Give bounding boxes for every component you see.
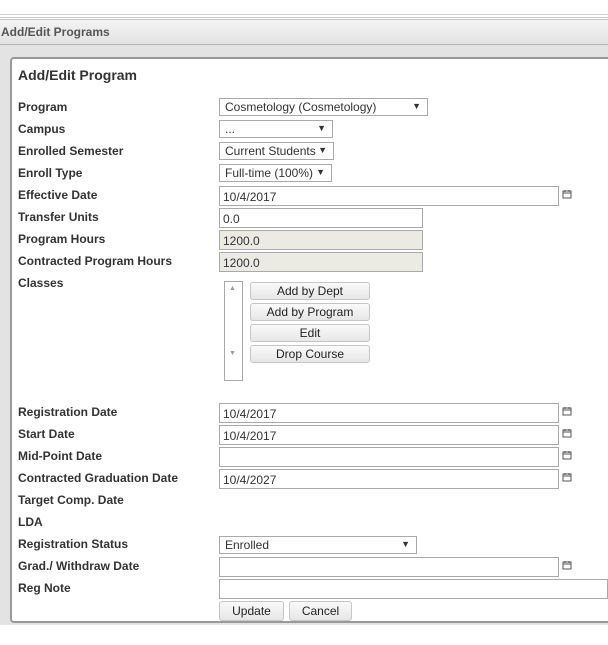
top-divider bbox=[0, 17, 608, 18]
enroll-type-select-value: Full-time (100%) bbox=[225, 166, 314, 180]
start-date-input[interactable]: 10/4/2017 bbox=[219, 425, 559, 445]
mid-point-date-input[interactable] bbox=[219, 447, 559, 467]
drop-course-button[interactable]: Drop Course bbox=[250, 345, 370, 363]
calendar-icon[interactable] bbox=[562, 450, 572, 460]
calendar-icon[interactable] bbox=[562, 406, 572, 416]
program-hours-label: Program Hours bbox=[18, 232, 106, 246]
scroll-up-arrow-icon[interactable]: ▲ bbox=[229, 285, 236, 292]
registration-status-select[interactable] bbox=[219, 536, 417, 554]
enrolled-semester-label: Enrolled Semester bbox=[18, 144, 124, 158]
chevron-down-icon: ▼ bbox=[318, 145, 327, 155]
window-title: Add/Edit Programs bbox=[1, 25, 110, 39]
chevron-down-icon: ▼ bbox=[412, 101, 421, 111]
calendar-icon[interactable] bbox=[562, 472, 572, 482]
registration-status-select-value: Enrolled bbox=[225, 538, 270, 552]
enroll-type-select[interactable] bbox=[219, 164, 332, 182]
lda-label: LDA bbox=[18, 515, 43, 529]
reg-note-label: Reg Note bbox=[18, 581, 71, 595]
reg-note-input[interactable] bbox=[219, 579, 608, 599]
add-by-dept-button[interactable]: Add by Dept bbox=[250, 282, 370, 300]
effective-date-input[interactable]: 10/4/2017 bbox=[219, 186, 559, 206]
chevron-down-icon: ▼ bbox=[401, 539, 410, 549]
contracted-program-hours-field: 1200.0 bbox=[219, 252, 423, 272]
program-select-value: Cosmetology (Cosmetology) bbox=[225, 100, 377, 114]
campus-select-value: ... bbox=[225, 122, 236, 136]
target-comp-date-label: Target Comp. Date bbox=[18, 493, 124, 507]
contracted-program-hours-label: Contracted Program Hours bbox=[18, 254, 173, 268]
scroll-down-arrow-icon[interactable]: ▼ bbox=[229, 350, 236, 357]
cancel-button[interactable]: Cancel bbox=[289, 601, 352, 621]
calendar-icon[interactable] bbox=[562, 560, 572, 570]
contracted-graduation-date-label: Contracted Graduation Date bbox=[18, 471, 179, 485]
grad-withdraw-date-label: Grad./ Withdraw Date bbox=[18, 559, 140, 573]
chevron-down-icon: ▼ bbox=[316, 167, 325, 177]
registration-date-input[interactable]: 10/4/2017 bbox=[219, 403, 559, 423]
edit-class-button[interactable]: Edit bbox=[250, 324, 370, 342]
program-select[interactable] bbox=[219, 98, 428, 116]
transfer-units-label: Transfer Units bbox=[18, 210, 99, 224]
enrolled-semester-select[interactable] bbox=[219, 142, 334, 160]
transfer-units-input[interactable]: 0.0 bbox=[219, 208, 423, 228]
registration-status-label: Registration Status bbox=[18, 537, 129, 551]
mid-point-date-label: Mid-Point Date bbox=[18, 449, 102, 463]
classes-list[interactable] bbox=[224, 281, 243, 381]
chevron-down-icon: ▼ bbox=[317, 123, 326, 133]
form-heading: Add/Edit Program bbox=[18, 67, 138, 83]
classes-label: Classes bbox=[18, 276, 64, 290]
update-button[interactable]: Update bbox=[219, 601, 284, 621]
campus-select[interactable] bbox=[219, 120, 333, 138]
effective-date-label: Effective Date bbox=[18, 188, 98, 202]
program-hours-field: 1200.0 bbox=[219, 230, 423, 250]
grad-withdraw-date-input[interactable] bbox=[219, 557, 559, 577]
contracted-graduation-date-input[interactable]: 10/4/2027 bbox=[219, 469, 559, 489]
window-titlebar bbox=[0, 19, 608, 45]
calendar-icon[interactable] bbox=[562, 189, 572, 199]
top-divider bbox=[0, 14, 608, 15]
campus-label: Campus bbox=[18, 122, 66, 136]
program-label: Program bbox=[18, 100, 68, 114]
calendar-icon[interactable] bbox=[562, 428, 572, 438]
enrolled-semester-select-value: Current Students bbox=[225, 144, 316, 158]
add-by-program-button[interactable]: Add by Program bbox=[250, 303, 370, 321]
enroll-type-label: Enroll Type bbox=[18, 166, 83, 180]
start-date-label: Start Date bbox=[18, 427, 75, 441]
registration-date-label: Registration Date bbox=[18, 405, 118, 419]
